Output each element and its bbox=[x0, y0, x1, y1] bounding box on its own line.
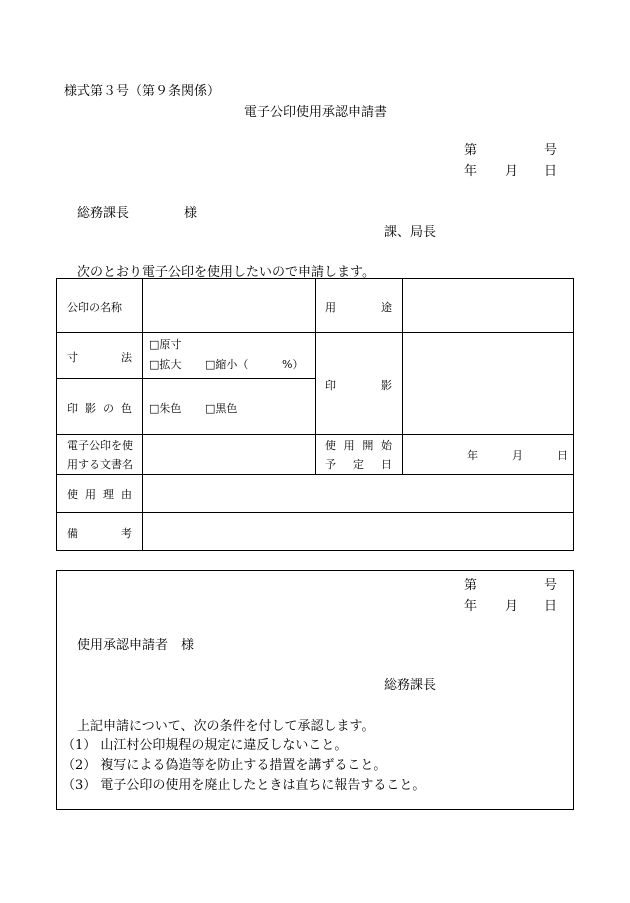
seal-name-label: 公印の名称 bbox=[67, 301, 122, 314]
condition-item bbox=[62, 774, 425, 793]
document-title: 電子公印使用承認申請書 bbox=[244, 105, 388, 120]
start-date-day: 日 bbox=[557, 449, 568, 462]
applicant-title: 課、局長 bbox=[384, 225, 437, 240]
condition-text: 山江村公印規程の規定に違反しないこと。 bbox=[100, 738, 348, 753]
condition-number: （3） bbox=[62, 778, 97, 793]
color-option-red: □朱色 bbox=[149, 402, 182, 415]
row-divider bbox=[57, 378, 315, 379]
condition-number: （1） bbox=[62, 738, 97, 753]
condition-number: （2） bbox=[62, 758, 97, 773]
condition-item bbox=[62, 734, 347, 753]
application-number-dai: 第 bbox=[464, 143, 478, 158]
remarks-label: 備 考 bbox=[67, 527, 132, 540]
application-date-day: 日 bbox=[544, 164, 558, 179]
reason-label: 使 用 理 由 bbox=[67, 488, 132, 501]
impression-label: 印 影 bbox=[325, 379, 392, 392]
approval-number-dai: 第 bbox=[464, 578, 478, 593]
row-divider bbox=[57, 512, 573, 513]
form-number: 様式第３号（第９条関係） bbox=[64, 84, 221, 99]
column-divider bbox=[142, 279, 143, 550]
purpose-label: 用 途 bbox=[325, 301, 392, 314]
size-percent: %） bbox=[282, 358, 304, 371]
approval-addressee: 使用承認申請者 様 bbox=[77, 638, 195, 653]
column-divider bbox=[315, 279, 316, 474]
start-label-line2: 予 定 日 bbox=[325, 458, 392, 471]
size-option-original: □原寸 bbox=[149, 338, 182, 351]
approval-number-go: 号 bbox=[544, 578, 558, 593]
approval-statement: 上記申請について、次の条件を付して承認します。 bbox=[77, 719, 375, 734]
application-intro: 次のとおり電子公印を使用したいので申請します。 bbox=[77, 265, 375, 280]
size-label: 寸 法 bbox=[67, 351, 132, 364]
start-date-month: 月 bbox=[512, 449, 523, 462]
approval-date-day: 日 bbox=[544, 599, 558, 614]
approval-issuer: 総務課長 bbox=[384, 678, 437, 693]
color-option-black: □黒色 bbox=[205, 402, 238, 415]
start-label-line1: 使 用 開 始 bbox=[325, 439, 392, 452]
document-label-line1: 電子公印を使 bbox=[67, 439, 133, 452]
approval-date-month: 月 bbox=[505, 599, 519, 614]
application-date-year: 年 bbox=[464, 164, 478, 179]
condition-item bbox=[62, 754, 386, 773]
application-number-go: 号 bbox=[544, 143, 558, 158]
size-option-reduce: □縮小（ bbox=[205, 358, 249, 371]
size-option-enlarge: □拡大 bbox=[149, 358, 182, 371]
addressee-honorific: 様 bbox=[184, 206, 198, 221]
approval-date-year: 年 bbox=[464, 599, 478, 614]
color-label: 印 影 の 色 bbox=[67, 402, 132, 415]
column-divider bbox=[402, 279, 403, 474]
application-form-table bbox=[56, 278, 574, 551]
start-date-year: 年 bbox=[467, 449, 478, 462]
document-label-line2: 用する文書名 bbox=[67, 458, 133, 471]
addressee: 総務課長 bbox=[77, 206, 130, 221]
row-divider bbox=[57, 474, 573, 475]
condition-text: 複写による偽造等を防止する措置を講ずること。 bbox=[100, 758, 387, 773]
application-date-month: 月 bbox=[505, 164, 519, 179]
condition-text: 電子公印の使用を廃止したときは直ちに報告すること。 bbox=[100, 778, 426, 793]
